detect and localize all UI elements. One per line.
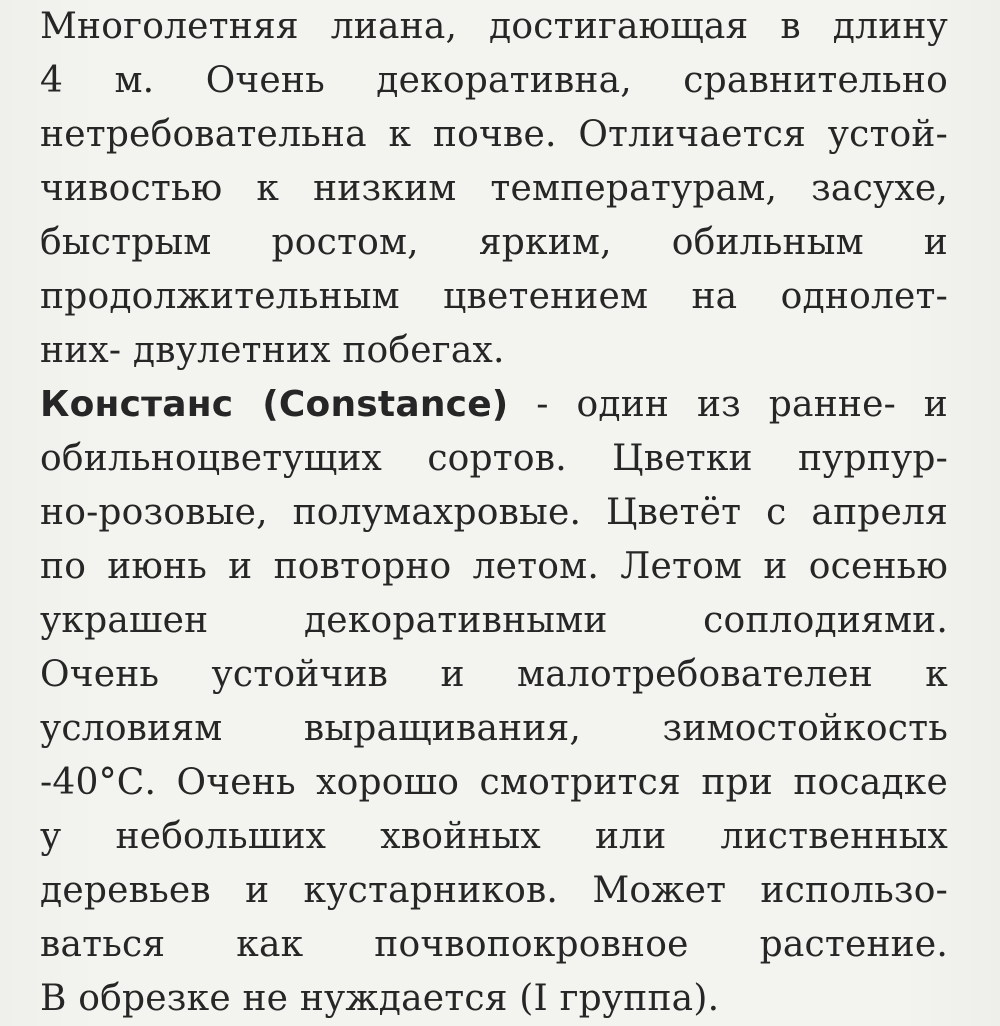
- paragraph-2-line-12: В обрезке не нуждается (I группа).: [40, 978, 720, 1019]
- paragraph-1-line-1: Многолетняя лиана, достигающая в длину: [40, 6, 948, 47]
- paragraph-1-line-6: продолжительным цветением на однолет-: [40, 276, 948, 317]
- paragraph-1-line-7: них- двулетних побегах.: [40, 330, 505, 371]
- paragraph-1-line-5: быстрым ростом, ярким, обильным и: [40, 222, 948, 263]
- paragraph-2-line-8: -40°С. Очень хорошо смотрится при посадке: [40, 762, 948, 803]
- paragraph-2-line-6: Очень устойчив и малотребователен к: [40, 654, 948, 695]
- paragraph-2-line-11: ваться как почвопокровное растение.: [40, 924, 948, 965]
- paragraph-2-line-7: условиям выращивания, зимостойкость: [40, 708, 948, 749]
- variety-name: Констанс (Constance): [40, 384, 509, 425]
- plant-description: [40, 0, 948, 1026]
- paragraph-2-line-2: обильноцветущих сортов. Цветки пурпур-: [40, 438, 948, 479]
- paragraph-1-line-2: 4 м. Очень декоративна, сравнительно: [40, 60, 948, 101]
- paragraph-2-line-5: украшен декоративными соплодиями.: [40, 600, 948, 641]
- paragraph-2-line-4: по июнь и повторно летом. Летом и осенью: [40, 546, 948, 587]
- paragraph-2-line-10: деревьев и кустарников. Может использо-: [40, 870, 948, 911]
- paragraph-2-line-3: но-розовые, полумахровые. Цветёт с апреля: [40, 492, 948, 533]
- paragraph-1-line-3: нетребовательна к почве. Отличается устой-: [40, 114, 948, 155]
- variety-intro: - один из ранне- и: [508, 384, 948, 425]
- paragraph-1-line-4: чивостью к низким температурам, засухе,: [40, 168, 948, 209]
- paragraph-2-line-1: [40, 378, 948, 432]
- paragraph-2-line-9: у небольших хвойных или лиственных: [40, 816, 948, 857]
